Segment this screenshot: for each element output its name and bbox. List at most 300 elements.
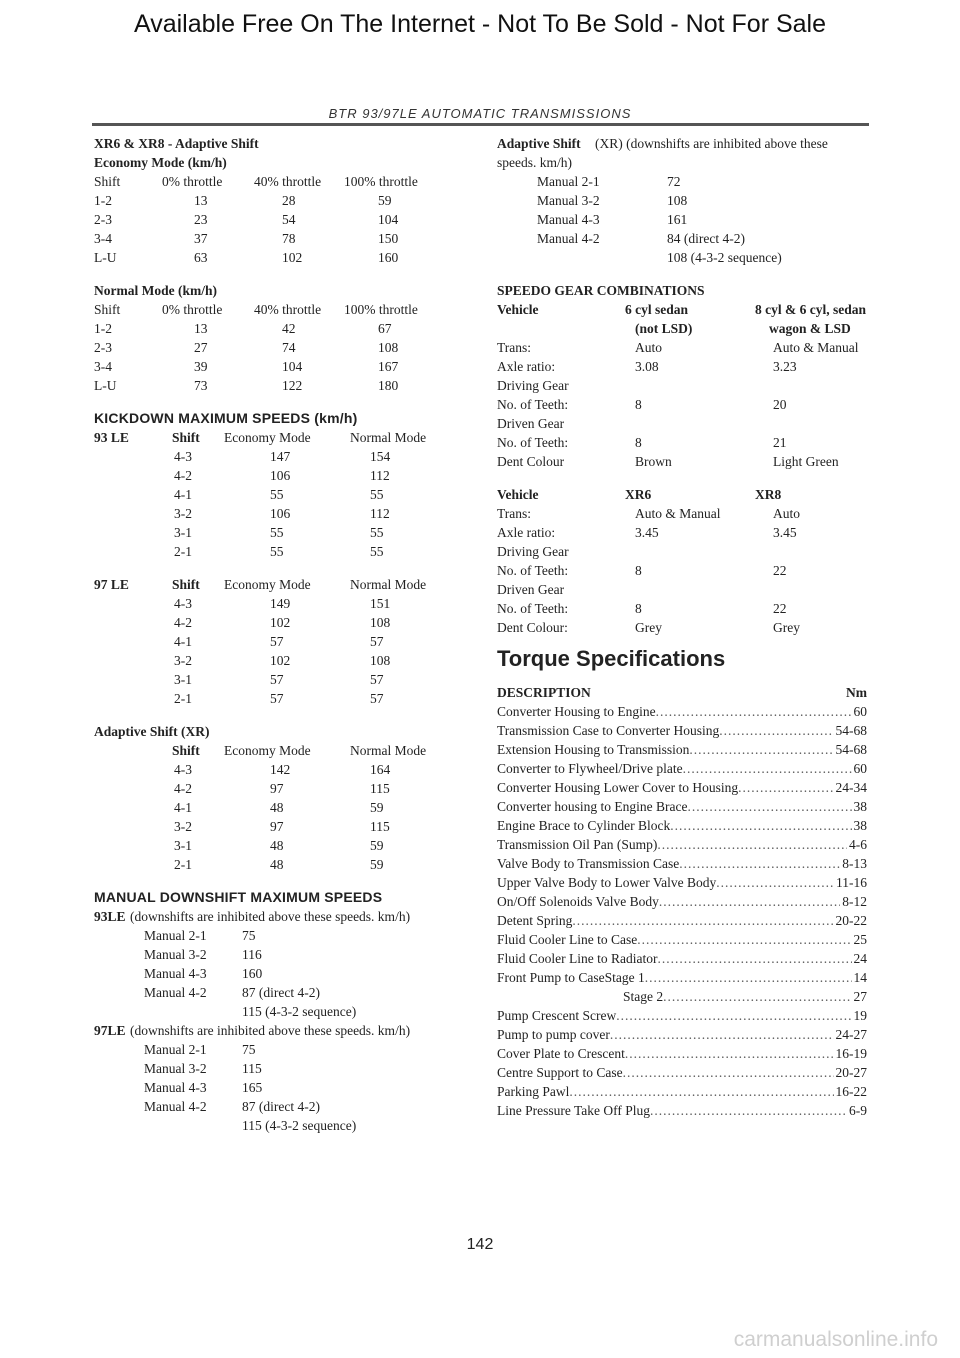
torque-item [497,1044,867,1063]
economy-row-cell: 37 [194,231,208,246]
speedo-1-row-cell: Brown [635,454,672,469]
leader-dots [679,854,840,873]
kickdown-adaptive-row-cell: 115 [370,781,390,796]
torque-item [497,759,867,778]
kickdown-adaptive-row [94,760,474,779]
leader-dots [683,759,852,778]
speedo-2-header-cell: Vehicle [497,487,539,502]
torque-item-label: Valve Body to Transmission Case [497,856,680,871]
torque-item [497,835,867,854]
kickdown-93le-row-cell: 154 [370,449,391,464]
kickdown-adaptive-header-cell: Economy Mode [224,743,311,758]
availability-banner: Available Free On The Internet - Not To Be Sold - Not For Sale [133,10,827,38]
torque-item-value: 20-22 [835,913,867,928]
manual-93le-row [94,926,474,945]
kickdown-97le-row-cell: 4-1 [174,634,192,649]
torque-item-label: Stage 2 [623,989,664,1004]
page-header: BTR 93/97LE AUTOMATIC TRANSMISSIONS [328,106,632,121]
manual-97le-row [94,1040,474,1059]
manual-93le-row-cell: Manual 3-2 [144,947,207,962]
speedo-2-row [497,542,867,561]
speedo-2-row [497,504,867,523]
economy-row-cell: 78 [282,231,296,246]
torque-item-label: Cover Plate to Crescent [497,1046,625,1061]
kickdown-adaptive-row-cell: 3-2 [174,819,192,834]
torque-item-label: Converter to Flywheel/Drive plate [497,761,683,776]
kickdown-adaptive-row-cell: 48 [270,857,284,872]
economy-row-cell: 54 [282,212,296,227]
torque-item-label: Fluid Cooler Line to Case [497,932,638,947]
kickdown-97le-row [94,613,474,632]
manual-97le-row-cell: Manual 4-2 [144,1099,207,1114]
speedo-1-header-cell: Vehicle [497,302,539,317]
manual-93le-row-cell: 75 [242,928,256,943]
kickdown-adaptive-row-cell: 48 [270,800,284,815]
kickdown-adaptive-row [94,779,474,798]
adaptive-manual-table [497,172,867,267]
kickdown-93le-row [94,447,474,466]
speedo-2-row-cell: Auto [773,506,800,521]
economy-row-cell: 102 [282,250,303,265]
speedo-1-row-cell: Trans: [497,340,532,355]
torque-item [497,854,867,873]
kickdown-93le-row-cell: 55 [270,525,284,540]
leader-dots [657,949,851,968]
kickdown-97le-row-cell: 57 [370,672,384,687]
speedo-1-row [497,395,867,414]
speedo-1-row-cell: Auto & Manual [773,340,859,355]
kickdown-97le-row-cell: 4-3 [174,596,192,611]
adaptive-manual-row [497,229,867,248]
kickdown-93le-row-cell: 112 [370,506,390,521]
normal-row-cell: 67 [378,321,392,336]
normal-row-cell: 39 [194,359,208,374]
speedo-2-row-cell: 8 [635,563,642,578]
speedo-2-row-cell: Grey [635,620,662,635]
speedo-1-header2-cell: wagon & LSD [769,321,851,336]
kickdown-93le-row-cell: 106 [270,506,291,521]
header-rule [92,123,869,126]
kickdown-93le-table [94,428,474,561]
kickdown-adaptive-row-cell: 115 [370,819,390,834]
manual-93le-row-cell: 160 [242,966,263,981]
normal-row [94,338,474,357]
adaptive-manual-row-cell: Manual 2-1 [537,174,600,189]
torque-item-label: Centre Support to Case [497,1065,623,1080]
leader-dots [716,873,834,892]
economy-row [94,210,474,229]
kickdown-93le-row-cell: 3-2 [174,506,192,521]
adaptive-manual-row-cell: 161 [667,212,688,227]
torque-item-value: 16-22 [835,1084,867,1099]
economy-row [94,248,474,267]
leader-dots [656,702,852,721]
torque-item-value: 60 [853,761,867,776]
manual-97le-row [94,1097,474,1116]
torque-item-label: Converter housing to Engine Brace [497,799,688,814]
kickdown-adaptive-row-cell: 48 [270,838,284,853]
normal-row-cell: 167 [378,359,399,374]
kickdown-93le-row [94,485,474,504]
adaptive-manual-row-cell: 72 [667,174,681,189]
economy-row-cell: 63 [194,250,208,265]
manual-97le-row [94,1116,474,1135]
torque-item [497,911,867,930]
kickdown-97le-row [94,670,474,689]
adaptive-shift-title: XR6 & XR8 - Adaptive Shift [94,136,259,151]
speedo-1-row-cell: 8 [635,397,642,412]
speedo-2-row-cell: Driving Gear [497,544,569,559]
speedo-1-row-cell: Light Green [773,454,839,469]
manual-97le-row-cell: Manual 2-1 [144,1042,207,1057]
speedo-2-row-cell: 8 [635,601,642,616]
kickdown-97le-row-cell: 3-1 [174,672,192,687]
kickdown-93le-row-cell: 147 [270,449,291,464]
speedo-1-row-cell: 20 [773,397,787,412]
torque-item [497,892,867,911]
torque-item-value: 27 [853,989,867,1004]
kickdown-adaptive-row-cell: 59 [370,857,384,872]
torque-item-value: 60 [853,704,867,719]
kickdown-97le-row-cell: 102 [270,653,291,668]
leader-dots [689,740,833,759]
normal-row-cell: 42 [282,321,296,336]
torque-item [497,816,867,835]
normal-row [94,376,474,395]
speedo-1-row-cell: 3.08 [635,359,659,374]
manual-97le-table [94,1040,474,1135]
manual-97le-row [94,1078,474,1097]
torque-item-value: 8-12 [842,894,867,909]
adaptive-manual-note: speeds. km/h) [497,155,572,170]
normal-header-cell: 100% throttle [344,302,418,317]
economy-header-cell: 40% throttle [254,174,322,189]
manual-93le-row-cell: Manual 2-1 [144,928,207,943]
economy-mode-title: Economy Mode (km/h) [94,155,227,170]
front-pump-label: Front Pump to Case [497,970,605,985]
speedo-1-row [497,433,867,452]
kickdown-97le-row-cell: 149 [270,596,291,611]
torque-item-value: 24 [853,951,867,966]
economy-row-cell: 23 [194,212,208,227]
torque-item-label: On/Off Solenoids Valve Body [497,894,659,909]
kickdown-97le-row-cell: 2-1 [174,691,192,706]
torque-item-value: 54-68 [835,723,867,738]
adaptive-manual-row [497,210,867,229]
speedo-1-row-cell: 21 [773,435,787,450]
kickdown-97le-row-cell: 57 [270,634,284,649]
adaptive-manual-row-cell: Manual 4-3 [537,212,600,227]
speedo-1-header2-cell: (not LSD) [635,321,693,336]
normal-row [94,319,474,338]
speedo-2-row-cell: Auto & Manual [635,506,721,521]
speedo-2-row [497,561,867,580]
normal-row-cell: 180 [378,378,399,393]
kickdown-93le-header [94,428,474,447]
torque-item [497,1082,867,1101]
economy-row-cell: 104 [378,212,399,227]
speedo-2-row [497,618,867,637]
kickdown-adaptive-row-cell: 97 [270,781,284,796]
economy-row-cell: 160 [378,250,399,265]
speedo-1-header-cell: 8 cyl & 6 cyl, sedan [755,302,866,317]
leader-dots [610,1025,834,1044]
torque-item-label: Upper Valve Body to Lower Valve Body [497,875,717,890]
adaptive-manual-row [497,172,867,191]
leader-dots [738,778,833,797]
speedo-1-row-cell: No. of Teeth: [497,435,569,450]
economy-row-cell: 1-2 [94,193,112,208]
speedo-table-2 [497,485,867,637]
speedo-2-header [497,485,867,504]
torque-item-label: Fluid Cooler Line to Radiator [497,951,658,966]
torque-item-value: 24-34 [835,780,867,795]
economy-row-cell: 13 [194,193,208,208]
normal-row-cell: 74 [282,340,296,355]
torque-title: Torque Specifications [497,646,726,671]
manual-93le-row [94,945,474,964]
economy-header-cell: 100% throttle [344,174,418,189]
torque-item [497,1101,867,1120]
torque-item-value: 24-27 [835,1027,867,1042]
leader-dots [659,892,840,911]
torque-item [497,702,867,721]
torque-item-value: 8-13 [842,856,867,871]
kickdown-adaptive-header-cell: Shift [172,743,200,758]
speedo-2-row-cell: 22 [773,601,787,616]
normal-row-cell: 2-3 [94,340,112,355]
torque-header: DESCRIPTION Nm [497,685,867,700]
kickdown-93le-row-cell: 4-3 [174,449,192,464]
torque-item-value: 38 [853,818,867,833]
kickdown-93le-row [94,523,474,542]
manual-97le-row-cell: 75 [242,1042,256,1057]
kickdown-adaptive-row-cell: 4-2 [174,781,192,796]
kickdown-97le-row-cell: 108 [370,653,391,668]
normal-mode-title: Normal Mode (km/h) [94,283,217,298]
kickdown-adaptive-row-cell: 4-3 [174,762,192,777]
speedo-1-row [497,414,867,433]
speedo-1-header-cell: 6 cyl sedan [625,302,689,317]
kickdown-97le-header [94,575,474,594]
normal-row [94,357,474,376]
adaptive-manual-row-cell: 108 [667,193,688,208]
speedo-1-row-cell: 8 [635,435,642,450]
speedo-2-row [497,580,867,599]
kickdown-97le-row-cell: 57 [370,634,384,649]
torque-item-value: 54-68 [835,742,867,757]
torque-item [497,797,867,816]
kickdown-adaptive-row-cell: 164 [370,762,391,777]
manual-downshift-title: MANUAL DOWNSHIFT MAXIMUM SPEEDS [94,889,383,905]
speedo-2-row-cell: Dent Colour: [497,620,568,635]
manual-97le-row-cell: 165 [242,1080,263,1095]
kickdown-97le-row-cell: 151 [370,596,391,611]
torque-item [497,1025,867,1044]
normal-row-cell: L-U [94,378,117,393]
normal-header-cell: 40% throttle [254,302,322,317]
speedo-1-row-cell: No. of Teeth: [497,397,569,412]
speedo-1-row [497,338,867,357]
torque-item [497,740,867,759]
kickdown-93le-row-cell: 55 [370,525,384,540]
torque-item-label: Detent Spring [497,913,573,928]
normal-row-cell: 108 [378,340,399,355]
torque-item-value: 11-16 [836,875,867,890]
torque-item [497,721,867,740]
economy-header [94,172,474,191]
leader-dots [623,1063,834,1082]
adaptive-manual-row-cell: Manual 4-2 [537,231,600,246]
kickdown-adaptive-row-cell: 4-1 [174,800,192,815]
kickdown-93le-row-cell: 55 [370,544,384,559]
kickdown-93le-row-cell: 55 [270,544,284,559]
leader-dots [625,1044,834,1063]
normal-mode-table [94,300,474,395]
kickdown-adaptive-row-cell: 59 [370,838,384,853]
torque-item-label: Pump Crescent Screw [497,1008,617,1023]
leader-dots [719,721,833,740]
normal-row-cell: 13 [194,321,208,336]
manual-93le-row-cell: 115 (4-3-2 sequence) [242,1004,357,1019]
kickdown-97le-row [94,594,474,613]
speedo-2-row-cell: Grey [773,620,800,635]
torque-item-label: Parking Pawl [497,1084,570,1099]
torque-item [497,968,867,987]
kickdown-adaptive-row [94,855,474,874]
leader-dots [637,930,851,949]
torque-item [497,778,867,797]
kickdown-97le-row-cell: 3-2 [174,653,192,668]
kickdown-adaptive-row [94,798,474,817]
speedo-1-row [497,376,867,395]
manual-97le-row-cell: 115 [242,1061,262,1076]
leader-dots [645,968,852,987]
manual-97le-row-cell: 87 (direct 4-2) [242,1099,320,1114]
economy-row-cell: 28 [282,193,296,208]
kickdown-adaptive-title: Adaptive Shift (XR) [94,724,210,739]
kickdown-97le-header-cell: Normal Mode [350,577,427,592]
leader-dots [670,816,851,835]
economy-row-cell: 150 [378,231,399,246]
torque-item-label: Line Pressure Take Off Plug [497,1103,651,1118]
speedo-1-row [497,452,867,471]
kickdown-93le-row-cell: 106 [270,468,291,483]
manual-97le-row-cell: Manual 4-3 [144,1080,207,1095]
economy-row-cell: 3-4 [94,231,112,246]
kickdown-97le-header-cell: Economy Mode [224,577,311,592]
speedo-2-header-cell: XR6 [625,487,652,502]
torque-item-label: Pump to pump cover [497,1027,610,1042]
torque-item-value: 25 [853,932,867,947]
kickdown-93le-row [94,542,474,561]
speedo-1-row-cell: Dent Colour [497,454,565,469]
torque-item-label: Transmission Oil Pan (Sump) [497,837,658,852]
kickdown-adaptive-row-cell: 2-1 [174,857,192,872]
torque-item-value: 20-27 [835,1065,867,1080]
adaptive-manual-row [497,191,867,210]
kickdown-adaptive-row [94,817,474,836]
manual-93le-row [94,964,474,983]
normal-row-cell: 27 [194,340,208,355]
kickdown-97le-row [94,689,474,708]
speedo-1-row-cell: Driven Gear [497,416,565,431]
kickdown-97le-row-cell: 57 [270,672,284,687]
manual-93le-row-cell: 116 [242,947,262,962]
adaptive-manual-row [497,248,867,267]
torque-item-label: Engine Brace to Cylinder Block [497,818,671,833]
kickdown-93le-row-cell: 4-2 [174,468,192,483]
normal-row-cell: 122 [282,378,303,393]
speedo-2-row [497,599,867,618]
manual-93le-row [94,983,474,1002]
speedo-table-1 [497,300,867,471]
kickdown-93le-row-cell: 55 [370,487,384,502]
economy-mode-table [94,172,474,267]
leader-dots [650,1101,847,1120]
left-column [94,134,474,1135]
manual-93le-table [94,926,474,1021]
kickdown-adaptive-row-cell: 59 [370,800,384,815]
manual-93le-row-cell: Manual 4-2 [144,985,207,1000]
kickdown-93le-row-cell: 55 [270,487,284,502]
normal-row-cell: 73 [194,378,208,393]
speedo-1-row-cell: Axle ratio: [497,359,556,374]
torque-item [497,987,867,1006]
manual-93le-heading: 93LE (downshifts are inhibited above these speeds. km/h) [94,909,411,924]
normal-row-cell: 1-2 [94,321,112,336]
kickdown-93le-header-cell: Economy Mode [224,430,311,445]
speedo-1-row [497,357,867,376]
speedo-2-row-cell: 3.45 [635,525,659,540]
kickdown-97le-row-cell: 108 [370,615,391,630]
speedo-2-row-cell: Trans: [497,506,532,521]
kickdown-97le-row-cell: 102 [270,615,291,630]
speedo-1-row-cell: Auto [635,340,662,355]
kickdown-97le-row [94,632,474,651]
kickdown-97le-row-cell: 57 [270,691,284,706]
speedo-1-header2 [497,319,867,338]
kickdown-adaptive-row-cell: 142 [270,762,291,777]
kickdown-93le-header-cell: Shift [172,430,200,445]
kickdown-97le-row [94,651,474,670]
leader-dots [687,797,851,816]
economy-row-cell: 59 [378,193,392,208]
kickdown-97le-row-cell: 4-2 [174,615,192,630]
normal-header-cell: 0% throttle [162,302,223,317]
speedo-1-header [497,300,867,319]
leader-dots [616,1006,851,1025]
speedo-2-row-cell: Axle ratio: [497,525,556,540]
page-number: 142 [466,1236,494,1253]
kickdown-adaptive-header-cell: Normal Mode [350,743,427,758]
speedo-2-row-cell: 22 [773,563,787,578]
economy-row [94,191,474,210]
manual-93le-row-cell: Manual 4-3 [144,966,207,981]
normal-header-cell: Shift [94,302,121,317]
kickdown-adaptive-header [94,741,474,760]
speedo-2-row-cell: Driven Gear [497,582,565,597]
speedo-1-row-cell: 3.23 [773,359,797,374]
torque-item-value: 16-19 [835,1046,867,1061]
economy-row-cell: L-U [94,250,117,265]
kickdown-97le-table [94,575,474,708]
kickdown-93le-row-cell: 4-1 [174,487,192,502]
torque-item [497,1006,867,1025]
kickdown-adaptive-row [94,836,474,855]
kickdown-93le-row-cell: 112 [370,468,390,483]
kickdown-97le-header-cell: Shift [172,577,200,592]
